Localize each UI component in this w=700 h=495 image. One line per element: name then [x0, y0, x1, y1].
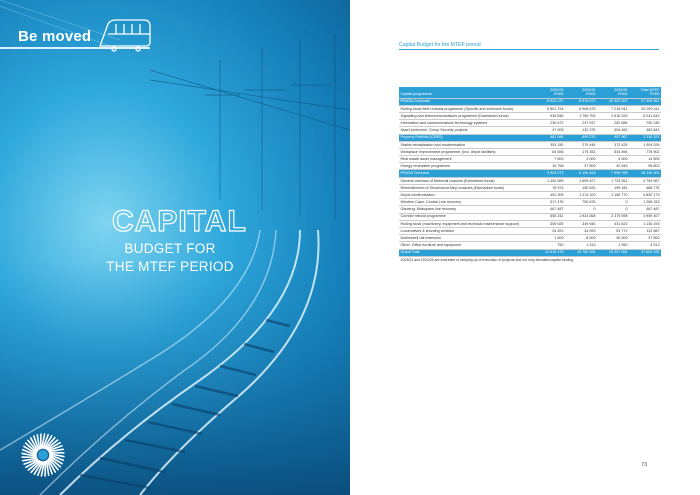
row-value: 5 241 842 — [629, 112, 661, 119]
row-value: 1 268 153 — [629, 199, 661, 206]
subtitle-line-2: THE MTEF PERIOD — [106, 259, 234, 274]
row-value: 190 620 — [565, 184, 597, 191]
row-value: 1 924 568 — [565, 213, 597, 220]
table-row — [399, 156, 661, 163]
header-unit: R'000 — [617, 92, 628, 97]
header-unit: R'000 — [553, 92, 564, 97]
row-value: 279 445 — [565, 141, 597, 148]
row-value: 6 801 794 — [533, 105, 565, 112]
row-label: Gauteng: Mabopane line recovery — [399, 206, 533, 213]
row-value: 4 013 — [629, 242, 661, 249]
row-value: 349 945 — [565, 220, 597, 227]
row-label: Grand Total — [399, 249, 533, 256]
row-value: 750 678 — [565, 199, 597, 206]
row-value: 483 843 — [629, 127, 661, 134]
row-value: 3 166 770 — [597, 192, 629, 199]
row-value: 1 313 — [565, 242, 597, 249]
row-label: Depot modernisation — [399, 192, 533, 199]
table-row — [399, 242, 661, 249]
row-value: 4 793 967 — [629, 177, 661, 184]
table-row — [399, 227, 661, 234]
right-page — [350, 0, 700, 495]
row-value: 15 758 — [533, 163, 565, 170]
row-value: 7 500 — [533, 156, 565, 163]
row-value: 4 959 407 — [629, 213, 661, 220]
row-value: 957 967 — [597, 134, 629, 141]
row-label: Real estate asset management — [399, 156, 533, 163]
table-body — [399, 98, 661, 263]
header-unit: R'000 — [649, 92, 660, 97]
row-value: 7 218 941 — [597, 105, 629, 112]
row-value: 778 902 — [629, 148, 661, 155]
row-label: Energy renewable programme — [399, 163, 533, 170]
row-value: 8 000 — [565, 235, 597, 242]
row-value: 6 908 676 — [565, 105, 597, 112]
row-value: 30 000 — [597, 235, 629, 242]
row-value: 1 733 951 — [597, 177, 629, 184]
row-value: 10 302 302 — [597, 98, 629, 105]
section-row — [399, 98, 661, 105]
row-value: 935 846 — [533, 112, 565, 119]
row-value: 7 996 765 — [597, 170, 629, 177]
table-note: 2023/24 and 2024/25 are indicative of ramping up of execution of projects and not only allocated capital funding — [400, 257, 574, 262]
row-value: 20 929 411 — [629, 105, 661, 112]
row-value: 42 545 — [597, 163, 629, 170]
header-year: Total MTEF — [640, 87, 660, 92]
row-label: Corridor rebuild programme — [399, 213, 533, 220]
row-value: 451 309 — [533, 192, 565, 199]
table-row — [399, 192, 661, 199]
table-row — [399, 184, 661, 191]
row-value: 0 — [597, 206, 629, 213]
row-label: Other: Office furniture and equipment — [399, 242, 533, 249]
total-row — [399, 249, 661, 256]
row-value: 19 257 064 — [597, 249, 629, 256]
train-icon — [94, 14, 154, 54]
row-value: 24 922 — [533, 227, 565, 234]
header-year: 2023/24 — [582, 87, 596, 92]
row-value: 1 274 100 — [565, 192, 597, 199]
capital-budget-table — [399, 87, 661, 263]
row-value: 95 803 — [629, 163, 661, 170]
row-value: 8 024 237 — [533, 98, 565, 105]
brand-text: Be moved — [18, 28, 92, 45]
row-label: Western Cape: Central Line recovery — [399, 199, 533, 206]
page-number: 73 — [641, 462, 648, 468]
row-label: Rolling stock (machinery, equipment and technical maintenance support) — [399, 220, 533, 227]
row-value: 0 — [565, 206, 597, 213]
row-label: Information and communications technology systems — [399, 120, 533, 127]
row-value: 199 181 — [597, 184, 629, 191]
row-value: 132 375 — [565, 127, 597, 134]
row-value: 4 892 179 — [629, 192, 661, 199]
table-row — [399, 105, 661, 112]
row-value: 534 894 — [597, 148, 629, 155]
row-value: 2 516 292 — [597, 112, 629, 119]
row-value: 27 405 361 — [629, 98, 661, 105]
row-value: 247 917 — [565, 120, 597, 127]
row-value: 8 078 672 — [565, 98, 597, 105]
row-label: Motherwell rail extension — [399, 235, 533, 242]
row-value: 47 005 — [533, 127, 565, 134]
row-value: 12 619 475 — [533, 249, 565, 256]
row-value: 18 140 301 — [629, 170, 661, 177]
header-2022-23 — [533, 87, 565, 98]
row-value: 3 953 072 — [533, 170, 565, 177]
row-value: 34 093 — [565, 227, 597, 234]
row-label: General overhaul of Metrorail coaches (Earmarked funds) — [399, 177, 533, 184]
row-value: 15 760 394 — [565, 249, 597, 256]
sunburst-icon — [20, 432, 66, 478]
table-row — [399, 199, 661, 206]
row-value: 750 — [533, 242, 565, 249]
row-value: 467 487 — [533, 206, 565, 213]
row-value: 468 775 — [629, 184, 661, 191]
subtitle-line-1: BUDGET FOR — [124, 241, 216, 256]
row-value: 64 656 — [533, 148, 565, 155]
header-unit: R'000 — [585, 92, 596, 97]
table-row — [399, 163, 661, 170]
row-value: 14 500 — [629, 156, 661, 163]
row-value: 3 000 — [565, 156, 597, 163]
table-row — [399, 220, 661, 227]
row-value: 517 475 — [533, 199, 565, 206]
row-value: 1 136 193 — [629, 220, 661, 227]
row-value: 47 663 933 — [629, 249, 661, 256]
row-value: 353 150 — [533, 141, 565, 148]
header-capital-programme: Capital programme — [399, 87, 533, 98]
row-value: 467 487 — [629, 206, 661, 213]
row-value: 1 950 — [597, 242, 629, 249]
capital-heading: CAPITAL — [112, 205, 247, 238]
row-value: 2 118 321 — [629, 134, 661, 141]
row-value: 239 672 — [533, 120, 565, 127]
row-value: 304 463 — [597, 127, 629, 134]
row-value: 179 352 — [565, 148, 597, 155]
row-value: 53 772 — [597, 227, 629, 234]
row-value: 305 025 — [533, 220, 565, 227]
row-value: 431 523 — [597, 220, 629, 227]
row-value: 1 500 — [533, 235, 565, 242]
row-value: 1 659 427 — [565, 177, 597, 184]
header-2024-25 — [597, 87, 629, 98]
table-row — [399, 127, 661, 134]
row-value: 372 425 — [597, 141, 629, 148]
row-label: Workplace improvement programme, (incl. depot facilities) — [399, 148, 533, 155]
row-value: 262 656 — [597, 120, 629, 127]
row-value: 4 000 — [597, 156, 629, 163]
table-row — [399, 235, 661, 242]
row-value: 0 — [597, 199, 629, 206]
row-label: Station revitalisation and modernisation — [399, 141, 533, 148]
header-year: 2022/23 — [550, 87, 564, 92]
row-value: 1 789 704 — [565, 112, 597, 119]
table-row — [399, 120, 661, 127]
row-label: Refurbishment of Shosholoza Meyl coaches (Earmarked funds) — [399, 184, 533, 191]
row-value: 6 190 464 — [565, 170, 597, 177]
row-value: 1 004 026 — [629, 141, 661, 148]
capital-subheading — [100, 240, 240, 276]
table-row — [399, 213, 661, 220]
row-value: 750 245 — [629, 120, 661, 127]
row-value: 2 379 598 — [597, 213, 629, 220]
title-divider — [399, 49, 659, 50]
header-total-mtef — [629, 87, 661, 98]
section-title: Capital Budget for the MTEF period — [399, 42, 481, 48]
table-row — [399, 112, 661, 119]
row-label: Signalling and telecommunications programme (Earmarked funds) — [399, 112, 533, 119]
table-row — [399, 177, 661, 184]
row-label: PRASA Technical — [399, 170, 533, 177]
table-row — [399, 206, 661, 213]
table-note-row — [399, 256, 661, 263]
row-value: 37 500 — [565, 163, 597, 170]
row-value: 1 400 589 — [533, 177, 565, 184]
row-value: 655 242 — [533, 213, 565, 220]
section-row — [399, 170, 661, 177]
row-value: 78 974 — [533, 184, 565, 191]
row-label: Property Portfolio (CRES) — [399, 134, 533, 141]
row-value: 699 270 — [565, 134, 597, 141]
table-row — [399, 148, 661, 155]
table-row — [399, 141, 661, 148]
section-row — [399, 134, 661, 141]
header-2023-24 — [565, 87, 597, 98]
row-label: PRASA Corporate — [399, 98, 533, 105]
row-label: Locomotives & shunting vehicles — [399, 227, 533, 234]
row-label: Asset protection: Group Security projects — [399, 127, 533, 134]
header-year: 2024/25 — [614, 87, 628, 92]
table-header-row — [399, 87, 661, 98]
row-value: 461 084 — [533, 134, 565, 141]
row-value: 112 587 — [629, 227, 661, 234]
row-value: 37 500 — [629, 235, 661, 242]
row-label: Rolling stock fleet renewal programme (Specific and exclusive funds) — [399, 105, 533, 112]
